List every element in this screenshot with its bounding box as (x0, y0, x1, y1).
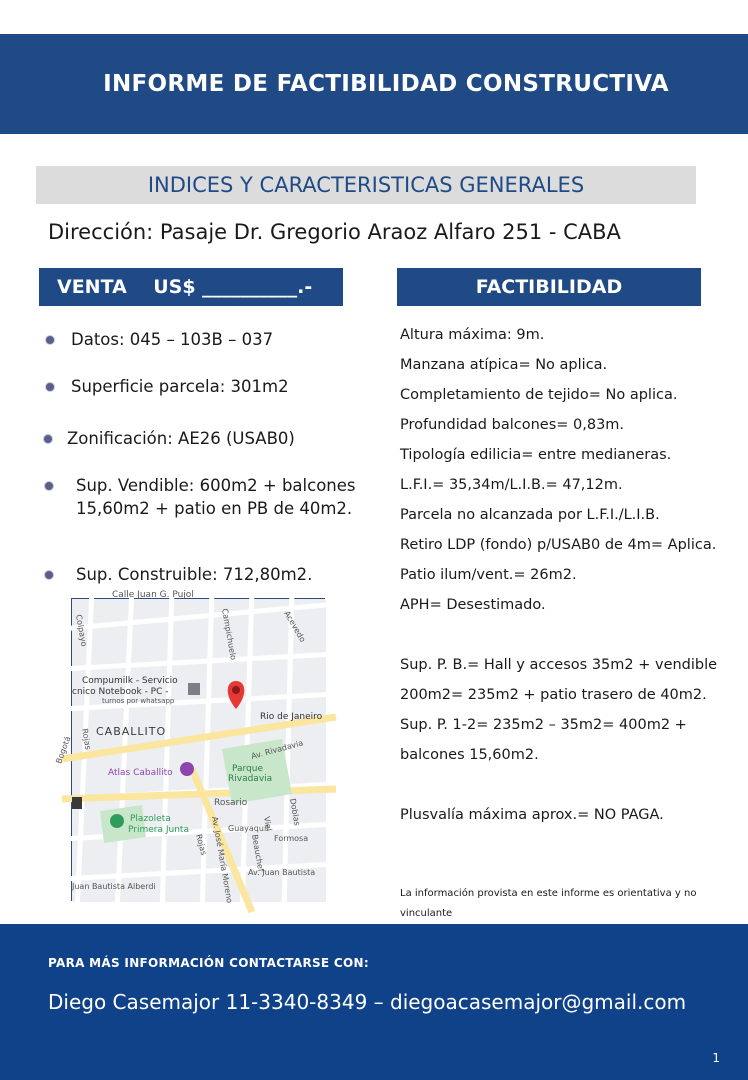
contact-details: Diego Casemajor 11-3340-8349 – diegoacasemajor@gmail.com (48, 990, 687, 1014)
map-label: Colpayo (74, 613, 89, 648)
bullet-item (43, 427, 295, 450)
map-label: Av. Rivadavia (250, 738, 305, 761)
location-map[interactable] (54, 590, 325, 904)
venta-bar: VENTA US$ __________.- (39, 268, 343, 306)
bullet-dot-icon (44, 481, 54, 491)
map-label: Calle Juan G. Pujol (112, 590, 194, 600)
map-label: Primera Junta (128, 825, 189, 835)
map-label: turnos por whatsapp (102, 697, 175, 705)
bullet-dot-icon (45, 382, 55, 392)
map-label: Av. José María Moreno (210, 815, 235, 904)
bullet-dot-icon (43, 434, 53, 444)
spacer (400, 620, 730, 650)
report-title: INFORME DE FACTIBILIDAD CONSTRUCTIVA (103, 71, 669, 97)
bullet-item (44, 563, 312, 586)
map-label: Juan Bautista Alberdi (72, 882, 156, 891)
bullet-item (44, 474, 361, 520)
map-label: Rojas (80, 727, 93, 751)
poi-square-icon (188, 683, 200, 695)
fact-line: Retiro LDP (fondo) p/USAB0 de 4m= Aplica. (400, 537, 717, 553)
fact-line: Sup. P. 1-2= 235m2 – 35m2= 400m2 + (400, 717, 687, 733)
contact-footer (0, 924, 748, 1080)
section-title-band (36, 166, 696, 204)
bullet-dot-icon (44, 570, 54, 580)
map-label: Av. Juan Bautista (248, 868, 316, 877)
map-label: Rivadavia (228, 774, 273, 784)
map-label: Guayaquil (228, 824, 269, 833)
map-canvas (54, 590, 326, 904)
spacer (400, 770, 730, 800)
map-label: Viel (262, 815, 274, 832)
bullet-text: Superficie parcela: 301m2 (71, 377, 289, 396)
fact-line: Parcela no alcanzada por L.F.I./L.I.B. (400, 507, 660, 523)
fact-line: 200m2= 235m2 + patio trasero de 40m2. (400, 687, 707, 703)
map-label: Plazoleta (130, 814, 171, 824)
fact-line: Manzana atípica= No aplica. (400, 357, 608, 373)
fact-line: Profundidad balcones= 0,83m. (400, 417, 625, 433)
fact-line: Completamiento de tejido= No aplica. (400, 387, 678, 403)
map-label: CABALLITO (96, 725, 167, 738)
fact-line: Altura máxima: 9m. (400, 327, 545, 343)
map-label: Bogotá (54, 735, 73, 765)
map-label: Rosario (214, 798, 248, 808)
map-label: cnico Notebook - PC - (72, 687, 169, 697)
bullet-text: Sup. Vendible: 600m2 + balcones 15,60m2 + patio en PB de 40m2. (76, 476, 356, 518)
map-label: Compumilk - Servicio (82, 676, 178, 686)
poi-mall-icon (180, 762, 194, 776)
fact-line: Patio ilum/vent.= 26m2. (400, 567, 577, 583)
report-header (0, 34, 748, 134)
map-label: Acevedo (282, 609, 308, 644)
bullet-text: Zonificación: AE26 (USAB0) (67, 429, 295, 448)
fact-line: L.F.I.= 35,34m/L.I.B.= 47,12m. (400, 477, 623, 493)
fact-line: balcones 15,60m2. (400, 747, 539, 763)
property-address: Dirección: Pasaje Dr. Gregorio Araoz Alfaro 251 - CABA (48, 220, 621, 244)
page-number: 1 (712, 1051, 720, 1065)
fact-line: Tipología edilicia= entre medianeras. (400, 447, 672, 463)
poi-subway-icon (72, 797, 82, 809)
poi-park-icon (110, 814, 124, 828)
section-title: INDICES Y CARACTERISTICAS GENERALES (147, 173, 585, 197)
fact-line: Sup. P. B.= Hall y accesos 35m2 + vendible (400, 657, 718, 673)
contact-label: PARA MÁS INFORMACIÓN CONTACTARSE CON: (48, 956, 369, 970)
factibilidad-bar: FACTIBILIDAD (397, 268, 701, 306)
disclaimer-text: La información provista en este informe es orientativa y no vinculante (400, 888, 697, 919)
map-label: Campichuelo (220, 607, 238, 661)
factibilidad-list (400, 320, 730, 830)
bullet-text: Sup. Construible: 712,80m2. (76, 565, 313, 584)
map-label: Beauchef (250, 833, 266, 873)
map-label: Doblas (288, 797, 302, 827)
bullet-item (45, 328, 273, 351)
bullet-text: Datos: 045 – 103B – 037 (71, 330, 274, 349)
plusvalia-line: Plusvalía máxima aprox.= NO PAGA. (400, 807, 664, 823)
map-label: Rojas (194, 833, 209, 857)
map-label: Rio de Janeiro (260, 712, 323, 722)
bullet-item (45, 375, 289, 398)
bullet-dot-icon (45, 335, 55, 345)
fact-line: APH= Desestimado. (400, 597, 546, 613)
map-label: Formosa (274, 834, 309, 843)
map-label: Atlas Caballito (108, 768, 173, 778)
map-label: Parque (232, 764, 264, 774)
